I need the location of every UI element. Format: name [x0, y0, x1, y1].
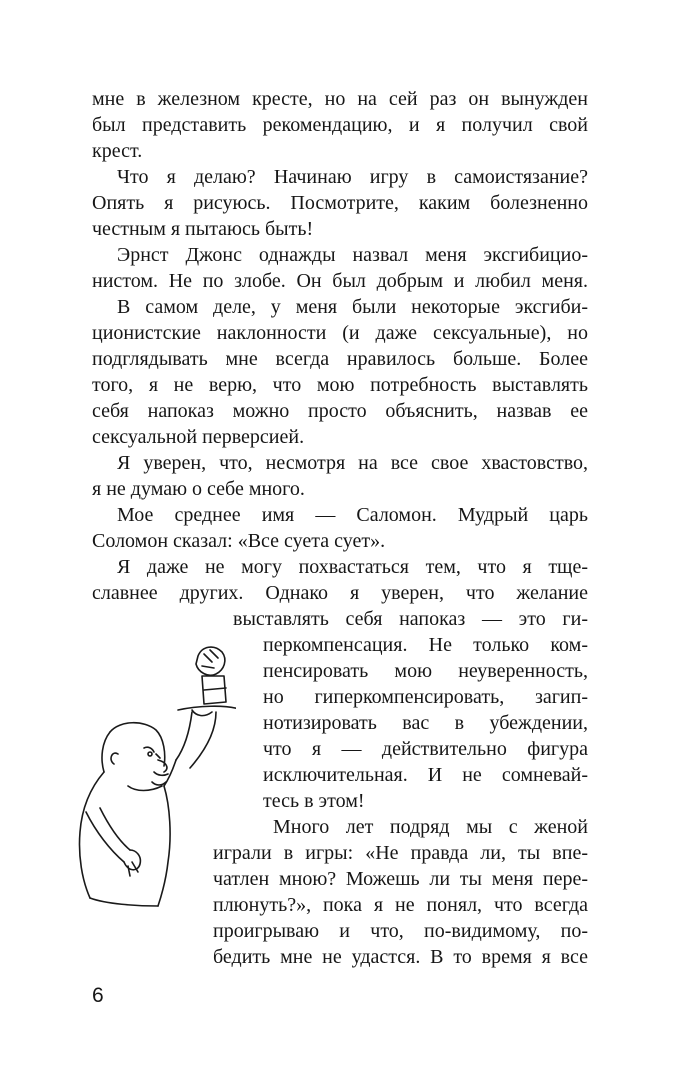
text-line: Соломон сказал: «Все суета сует».	[92, 530, 386, 552]
text-line: нистом. Не по злобе. Он был добрым и любил меня.	[92, 270, 588, 292]
text-line: играли в игры: «Не правда ли, ты впе-	[213, 842, 588, 864]
text-line: но гиперкомпенсировать, загип-	[263, 686, 588, 708]
text-line: я не думаю о себе много.	[92, 478, 305, 500]
text-line: того, я не верю, что мою потребность выставлять	[92, 374, 588, 396]
text-line: ционистские наклонности (и даже сексуальные), но	[92, 322, 588, 344]
text-line: честным я пытаюсь быть!	[92, 218, 314, 240]
text-line: Что я делаю? Начинаю игру в самоистязание?	[117, 166, 588, 188]
man-balancing-object-illustration	[66, 636, 236, 926]
text-line: сексуальной перверсией.	[92, 426, 305, 448]
text-line: Я уверен, что, несмотря на все свое хвастовство,	[117, 452, 588, 474]
text-line: Опять я рисуюсь. Посмотрите, каким болезненно	[92, 192, 588, 214]
text-line: бедить мне не удастся. В то время я все	[213, 946, 588, 968]
text-line: Я даже не могу похвастаться тем, что я тще-	[117, 556, 588, 578]
text-line: плюнуть?», пока я не понял, что всегда	[213, 894, 588, 916]
text-line: чатлен мною? Можешь ли ты меня пере-	[213, 868, 588, 890]
text-line: Много лет подряд мы с женой	[273, 816, 588, 838]
text-line: В самом деле, у меня были некоторые эксгиби-	[117, 296, 588, 318]
text-line: мне в железном кресте, но на сей раз он вынужден	[92, 88, 588, 110]
text-line: славнее других. Однако я уверен, что желание	[92, 582, 588, 604]
text-line: Эрнст Джонс однажды назвал меня эксгибицио-	[117, 244, 588, 266]
text-line: что я — действительно фигура	[263, 738, 588, 760]
text-line: исключительная. И не сомневай-	[263, 764, 588, 786]
text-line: себя напоказ можно просто объяснить, назвав ее	[92, 400, 588, 422]
text-line: перкомпенсация. Не только ком-	[263, 634, 588, 656]
text-line: нотизировать вас в убеждении,	[263, 712, 588, 734]
text-line: тесь в этом!	[263, 790, 365, 812]
text-line: пенсировать мою неуверенность,	[263, 660, 588, 682]
text-line: проигрываю и что, по-видимому, по-	[213, 920, 588, 942]
text-line: подглядывать мне всегда нравилось больше. Более	[92, 348, 588, 370]
text-line: выставлять себя напоказ — это ги-	[233, 608, 588, 630]
text-line: крест.	[92, 140, 143, 162]
text-line: Мое среднее имя — Саломон. Мудрый царь	[117, 504, 588, 526]
text-line: был представить рекомендацию, и я получил свой	[92, 114, 588, 136]
page-number: 6	[92, 984, 104, 1007]
